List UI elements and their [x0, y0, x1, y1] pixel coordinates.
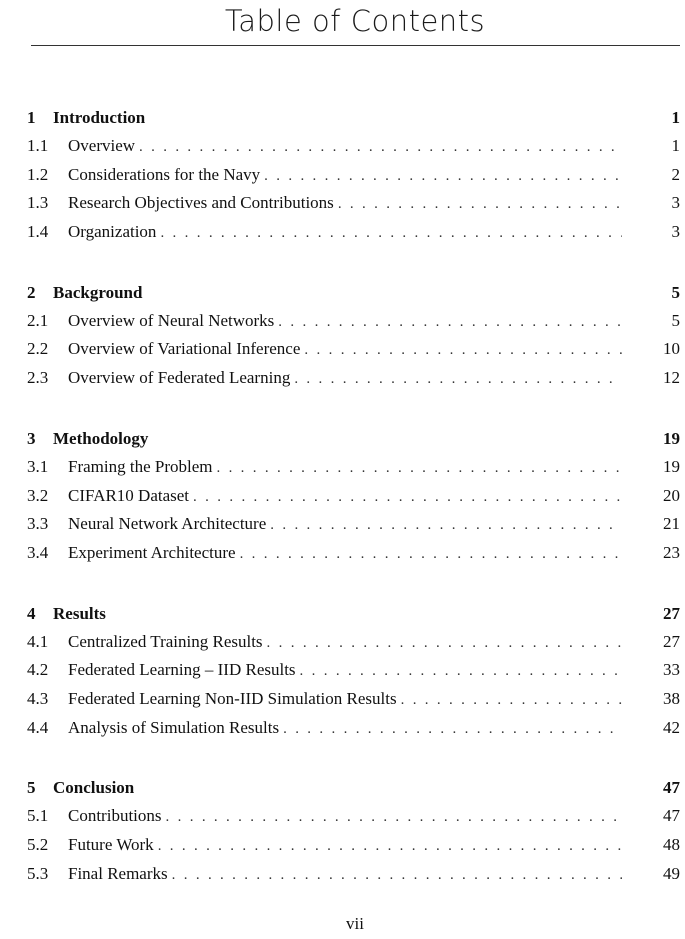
section-number: 4.1: [27, 631, 49, 651]
section-entry[interactable]: [27, 368, 680, 397]
section-page: 20: [663, 485, 680, 505]
section-entry[interactable]: [27, 193, 680, 222]
section-title: Framing the Problem: [68, 456, 213, 476]
section-entry[interactable]: [27, 632, 680, 661]
chapter-title: Conclusion: [53, 778, 135, 798]
section-page: 49: [663, 863, 680, 883]
section-number: 1.4: [27, 222, 49, 242]
chapter-number: 4: [27, 603, 36, 623]
section-number: 4.4: [27, 717, 49, 737]
section-number: 1.3: [27, 193, 49, 213]
section-title: Federated Learning – IID Results: [68, 660, 296, 680]
section-title: Considerations for the Navy: [68, 164, 261, 184]
section-title: Final Remarks: [68, 863, 168, 883]
chapter-title: Results: [53, 603, 106, 623]
chapter-number: 1: [27, 108, 36, 127]
chapter-1: [27, 108, 680, 251]
section-title: Neural Network Architecture: [68, 514, 267, 534]
dot-leader: [304, 342, 622, 359]
section-entry[interactable]: [27, 311, 680, 340]
section-page: 3: [671, 222, 680, 242]
section-title: Overview: [68, 136, 136, 155]
section-entry[interactable]: [27, 835, 680, 864]
section-page: 5: [671, 310, 680, 330]
section-page: 2: [671, 164, 680, 184]
chapter-page: 5: [671, 282, 680, 302]
section-number: 4.3: [27, 688, 49, 708]
chapter-page: 27: [663, 603, 680, 623]
section-number: 3.1: [27, 456, 49, 476]
chapter-entry[interactable]: [27, 283, 680, 311]
toc-list: [27, 108, 680, 924]
section-entry[interactable]: [27, 543, 680, 572]
dot-leader: [294, 371, 622, 388]
section-number: 3.4: [27, 542, 49, 562]
dot-leader: [264, 168, 622, 185]
chapter-page: 47: [663, 778, 680, 798]
dot-leader: [401, 692, 622, 709]
section-entry[interactable]: [27, 457, 680, 486]
chapter-entry[interactable]: [27, 778, 680, 806]
chapter-5: [27, 778, 680, 892]
section-page: 38: [663, 688, 680, 708]
section-page: 47: [663, 806, 680, 826]
section-number: 1.2: [27, 164, 49, 184]
chapter-page: 19: [663, 428, 680, 448]
section-entry[interactable]: [27, 339, 680, 368]
section-page: 3: [671, 193, 680, 213]
section-title: Overview of Neural Networks: [68, 310, 275, 330]
chapter-entry[interactable]: [27, 429, 680, 457]
dot-leader: [267, 635, 622, 652]
dot-leader: [172, 867, 622, 884]
section-number: 5.1: [27, 806, 49, 826]
section-entry[interactable]: [27, 806, 680, 835]
chapter-title: Introduction: [53, 108, 146, 127]
section-title: Experiment Architecture: [68, 542, 236, 562]
section-number: 2.3: [27, 368, 49, 388]
dot-leader: [283, 721, 622, 738]
dot-leader: [240, 546, 622, 563]
title-rule: [31, 45, 680, 46]
dot-leader: [216, 460, 622, 477]
section-number: 4.2: [27, 660, 49, 680]
section-page: 19: [663, 456, 680, 476]
section-number: 2.1: [27, 310, 49, 330]
section-page: 48: [663, 835, 680, 854]
section-title: Research Objectives and Contributions: [68, 193, 334, 213]
section-number: 5.2: [27, 835, 49, 854]
chapter-page: 1: [671, 108, 680, 127]
dot-leader: [300, 663, 622, 680]
section-page: 21: [663, 514, 680, 534]
section-entry[interactable]: [27, 165, 680, 194]
section-number: 2.2: [27, 339, 49, 359]
dot-leader: [193, 489, 622, 506]
section-title: Overview of Federated Learning: [68, 368, 291, 388]
section-number: 3.2: [27, 485, 49, 505]
section-title: CIFAR10 Dataset: [68, 485, 190, 505]
section-entry[interactable]: [27, 486, 680, 515]
dot-leader: [166, 809, 622, 826]
section-title: Contributions: [68, 806, 162, 826]
dot-leader: [278, 314, 622, 331]
chapter-number: 5: [27, 778, 36, 798]
chapter-entry[interactable]: [27, 108, 680, 136]
section-entry[interactable]: [27, 864, 680, 893]
section-title: Centralized Training Results: [68, 631, 263, 651]
section-page: 10: [663, 339, 680, 359]
section-page: 33: [663, 660, 680, 680]
section-entry[interactable]: [27, 660, 680, 689]
section-entry[interactable]: [27, 689, 680, 718]
dot-leader: [139, 139, 622, 156]
section-title: Organization: [68, 222, 157, 242]
chapter-entry[interactable]: [27, 604, 680, 632]
chapter-3: [27, 429, 680, 572]
chapter-4: [27, 604, 680, 747]
section-entry[interactable]: [27, 136, 680, 165]
dot-leader: [160, 225, 622, 242]
chapter-title: Methodology: [53, 428, 149, 448]
section-title: Federated Learning Non-IID Simulation Results: [68, 688, 397, 708]
section-title: Future Work: [68, 835, 154, 854]
dot-leader: [158, 838, 622, 855]
section-entry[interactable]: [27, 514, 680, 543]
dot-leader: [270, 517, 622, 534]
section-number: 3.3: [27, 514, 49, 534]
page-title: Table of Contents: [224, 4, 486, 38]
chapter-number: 3: [27, 428, 36, 448]
section-entry[interactable]: [27, 718, 680, 747]
section-number: 5.3: [27, 863, 49, 883]
section-page: 1: [671, 136, 680, 155]
section-page: 42: [663, 717, 680, 737]
page-number: vii: [346, 914, 364, 933]
section-page: 27: [663, 631, 680, 651]
chapter-title: Background: [53, 282, 143, 302]
section-title: Analysis of Simulation Results: [68, 717, 280, 737]
section-page: 12: [663, 368, 680, 388]
section-entry[interactable]: [27, 222, 680, 251]
section-title: Overview of Variational Inference: [68, 339, 301, 359]
dot-leader: [338, 196, 622, 213]
chapter-number: 2: [27, 282, 36, 302]
section-number: 1.1: [27, 136, 49, 155]
chapter-2: [27, 283, 680, 397]
section-page: 23: [663, 542, 680, 562]
